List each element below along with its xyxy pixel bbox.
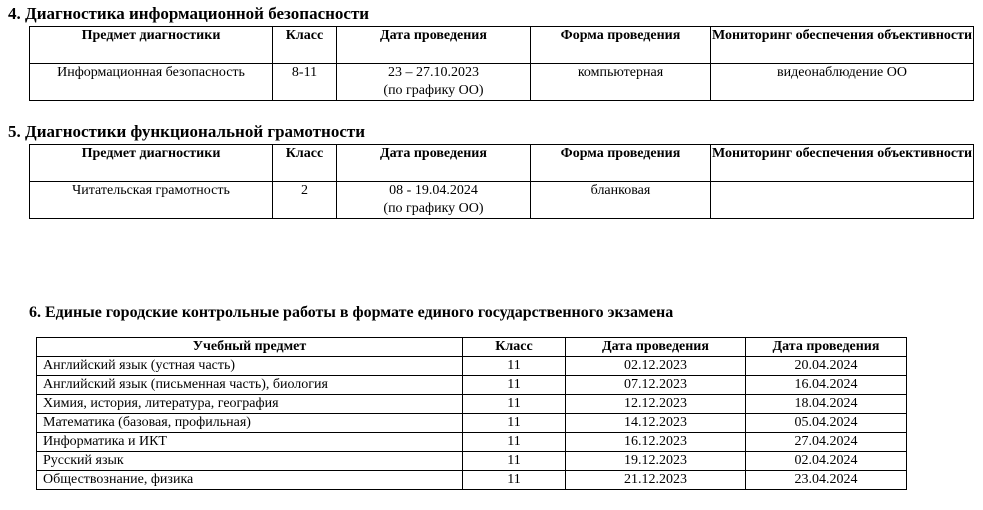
cell-date-2: 27.04.2024 [746,433,907,452]
cell-date-2: 18.04.2024 [746,395,907,414]
cell-grade: 11 [463,452,566,471]
cell-date [337,182,531,219]
section-4-heading: 4. Диагностика информационной безопасности [8,4,370,23]
header-subject: Учебный предмет [37,338,463,357]
cell-subject: Обществознание, физика [37,471,463,490]
cell-grade: 11 [463,357,566,376]
header-form: Форма проведения [531,145,711,182]
cell-monitoring [711,182,974,219]
table-row [30,182,974,219]
table-row [37,376,907,395]
header-form: Форма проведения [531,27,711,64]
header-date: Дата проведения [337,27,531,64]
cell-grade: 11 [463,471,566,490]
cell-date-2: 02.04.2024 [746,452,907,471]
table-header-row [30,145,974,182]
header-grade: Класс [273,145,337,182]
table-header-row [30,27,974,64]
cell-subject: Информационная безопасность [30,64,273,101]
cell-grade: 11 [463,376,566,395]
header-grade: Класс [273,27,337,64]
cell-subject: Читательская грамотность [30,182,273,219]
cell-date-1: 19.12.2023 [566,452,746,471]
header-monitoring: Мониторинг обеспечения объективности [711,145,974,182]
cell-date-1: 21.12.2023 [566,471,746,490]
table-row [37,433,907,452]
table-row [37,471,907,490]
section-5-heading: 5. Диагностики функциональной грамотности [8,122,366,141]
cell-subject: Английский язык (письменная часть), биология [37,376,463,395]
section-4-table [29,26,974,101]
cell-grade: 8-11 [273,64,337,101]
header-date: Дата проведения [337,145,531,182]
cell-date-2: 20.04.2024 [746,357,907,376]
header-subject: Предмет диагностики [30,145,273,182]
table-row [37,414,907,433]
table-row [37,395,907,414]
cell-monitoring: видеонаблюдение ОО [711,64,974,101]
cell-date [337,64,531,101]
header-subject: Предмет диагностики [30,27,273,64]
section-6-table [36,337,907,490]
header-monitoring: Мониторинг обеспечения объективности [711,27,974,64]
cell-subject: Русский язык [37,452,463,471]
cell-form: компьютерная [531,64,711,101]
cell-date-2: 16.04.2024 [746,376,907,395]
cell-form: бланковая [531,182,711,219]
cell-grade: 11 [463,433,566,452]
cell-date-2: 23.04.2024 [746,471,907,490]
table-row [37,357,907,376]
table-row [30,64,974,101]
section-6-heading: 6. Единые городские контрольные работы в формате единого государственного экзамена [29,304,674,321]
table-header-row [37,338,907,357]
cell-subject: Английский язык (устная часть) [37,357,463,376]
cell-grade: 11 [463,395,566,414]
cell-grade: 11 [463,414,566,433]
cell-date-1: 02.12.2023 [566,357,746,376]
section-5-table [29,144,974,219]
cell-grade: 2 [273,182,337,219]
cell-subject: Информатика и ИКТ [37,433,463,452]
cell-subject: Математика (базовая, профильная) [37,414,463,433]
cell-date-2: 05.04.2024 [746,414,907,433]
date-note: (по графику ОО) [383,201,484,216]
header-grade: Класс [463,338,566,357]
date-note: (по графику ОО) [383,83,484,98]
cell-subject: Химия, история, литература, география [37,395,463,414]
cell-date-1: 16.12.2023 [566,433,746,452]
cell-date-1: 07.12.2023 [566,376,746,395]
cell-date-1: 14.12.2023 [566,414,746,433]
date-range: 08 - 19.04.2024 [389,183,478,198]
date-range: 23 – 27.10.2023 [388,65,479,80]
header-date-2: Дата проведения [746,338,907,357]
header-date-1: Дата проведения [566,338,746,357]
cell-date-1: 12.12.2023 [566,395,746,414]
table-row [37,452,907,471]
